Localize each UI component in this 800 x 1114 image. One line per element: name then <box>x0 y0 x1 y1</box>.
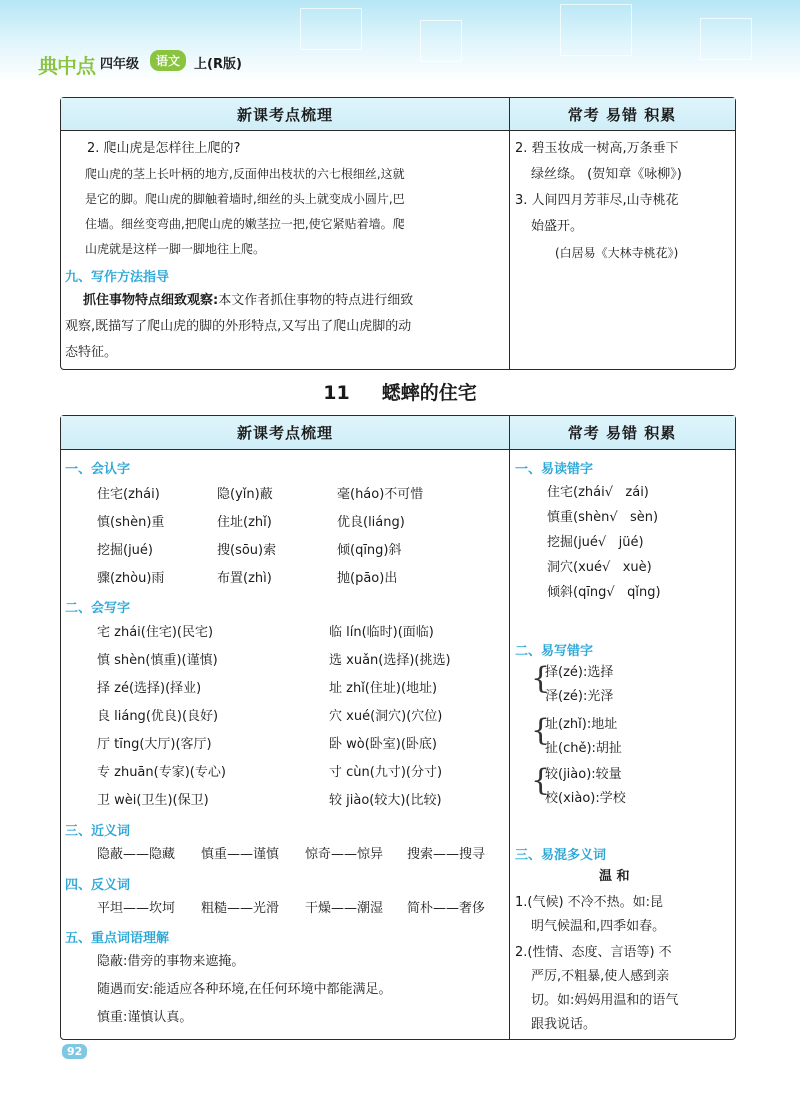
method-line: 观察,既描写了爬山虎的脚的外形特点,又写出了爬山虎脚的动 <box>65 319 412 334</box>
polysemy-line: 跟我说话。 <box>531 1017 597 1032</box>
word-meaning: 隐蔽:借旁的事物来遮掩。 <box>97 954 245 969</box>
misread-correct: 洞穴(xué√ <box>547 560 611 575</box>
miswrite-item: 扯(chě):胡扯 <box>545 741 622 756</box>
lesson-name: 蟋蟀的住宅 <box>381 382 477 404</box>
read-char: 优良(liáng) <box>337 515 405 530</box>
section-write-chars: 二、会写字 <box>65 601 131 616</box>
section-miswrite: 二、易写错字 <box>515 644 594 659</box>
miswrite-item: 择(zé):选择 <box>545 665 614 680</box>
misread-wrong: qǐng) <box>627 585 661 600</box>
misread-item <box>547 509 658 527</box>
write-char: 选 xuǎn(选择)(挑选) <box>329 653 451 668</box>
write-char: 慎 shèn(慎重)(谨慎) <box>97 653 218 668</box>
brand-logo: 典中点 <box>38 54 95 78</box>
method-keyword: 抓住事物特点细致观察: <box>83 293 219 308</box>
antonym-pair: 干燥——潮湿 <box>305 901 384 916</box>
misread-item <box>547 534 644 552</box>
antonym-pair: 简朴——奢侈 <box>407 901 486 916</box>
misread-correct: 挖掘(jué√ <box>547 535 607 550</box>
read-char: 布置(zhì) <box>217 571 272 586</box>
read-char: 骤(zhòu)雨 <box>97 571 165 586</box>
word-meaning: 慎重:谨慎认真。 <box>97 1010 193 1025</box>
misread-correct: 住宅(zhái√ <box>547 485 613 500</box>
misread-correct: 倾斜(qīng√ <box>547 585 615 600</box>
answer-line: 爬山虎的茎上长叶柄的地方,反面伸出枝状的六七根细丝,这就 <box>85 167 405 181</box>
misread-item <box>547 584 661 602</box>
box-lesson10-summary <box>60 97 736 370</box>
polysemy-line: 1.(气候) 不冷不热。如:昆 <box>515 895 664 910</box>
miswrite-item: 址(zhǐ):地址 <box>545 717 618 732</box>
brace-icon: { <box>531 763 551 798</box>
page-number: 92 <box>62 1044 87 1059</box>
answer-line: 山虎就是这样一脚一脚地往上爬。 <box>85 242 266 256</box>
header-right-title: 常考 易错 积累 <box>567 105 677 124</box>
section-read-chars: 一、会认字 <box>65 462 131 477</box>
write-char: 穴 xué(洞穴)(穴位) <box>329 709 443 724</box>
write-char: 专 zhuān(专家)(专心) <box>97 765 226 780</box>
write-char: 较 jiào(较大)(比较) <box>329 793 442 808</box>
poem-line: 2. 碧玉妆成一树高,万条垂下 <box>515 141 679 156</box>
misread-wrong: xuè) <box>622 560 652 575</box>
method-text: 本文作者抓住事物的特点进行细致 <box>218 293 414 308</box>
write-char: 寸 cùn(九寸)(分寸) <box>329 765 443 780</box>
box-header <box>61 98 735 131</box>
polysemy-line: 切。如:妈妈用温和的语气 <box>531 993 679 1008</box>
method-line <box>83 292 413 310</box>
polysemy-line: 明气候温和,四季如春。 <box>531 919 666 934</box>
write-char: 卫 wèi(卫生)(保卫) <box>97 793 209 808</box>
synonym-pair: 搜索——搜寻 <box>407 847 486 862</box>
brace-icon: { <box>531 661 551 696</box>
decor-square <box>700 18 752 60</box>
read-char: 住宅(zhái) <box>97 487 160 502</box>
header-left-title: 新课考点梳理 <box>236 424 333 442</box>
section-polysemy: 三、易混多义词 <box>515 848 607 863</box>
header-right-title: 常考 易错 积累 <box>567 424 677 442</box>
decor-square <box>560 4 632 56</box>
misread-item <box>547 559 652 577</box>
misread-wrong: zái) <box>625 485 649 500</box>
synonym-pair: 隐蔽——隐藏 <box>97 847 176 862</box>
column-divider <box>509 416 510 1039</box>
read-char: 毫(háo)不可惜 <box>337 487 424 502</box>
decor-square <box>300 8 362 50</box>
section-writing-method: 九、写作方法指导 <box>65 270 170 285</box>
poem-line: 始盛开。 <box>531 219 584 234</box>
read-char: 隐(yǐn)蔽 <box>217 487 273 502</box>
polysemy-line: 严厉,不粗暴,使人感到亲 <box>531 969 670 984</box>
section-synonyms: 三、近义词 <box>65 824 131 839</box>
grade-label: 四年级 <box>100 57 140 72</box>
write-char: 临 lín(临时)(面临) <box>329 625 434 640</box>
answer-line: 是它的脚。爬山虎的脚触着墙时,细丝的头上就变成小圆片,巴 <box>85 192 405 206</box>
polysemy-line: 2.(性情、态度、言语等) 不 <box>515 945 672 960</box>
word-meaning: 随遇而安:能适应各种环境,在任何环境中都能满足。 <box>97 982 392 997</box>
write-char: 良 liáng(优良)(良好) <box>97 709 219 724</box>
subject-badge: 语文 <box>150 50 186 71</box>
section-antonyms: 四、反义词 <box>65 878 131 893</box>
write-char: 择 zé(选择)(择业) <box>97 681 202 696</box>
read-char: 搜(sōu)索 <box>217 543 277 558</box>
version-label: 上(R版) <box>194 57 242 72</box>
misread-item <box>547 484 649 502</box>
misread-wrong: jüé) <box>618 535 644 550</box>
synonym-pair: 慎重——谨慎 <box>201 847 280 862</box>
method-line: 态特征。 <box>65 345 118 360</box>
poem-line: 绿丝绦。 (贺知章《咏柳》) <box>531 167 682 182</box>
section-key-words: 五、重点词语理解 <box>65 931 170 946</box>
polysemy-word: 温 和 <box>599 869 630 884</box>
section-misread: 一、易读错字 <box>515 462 594 477</box>
write-char: 卧 wò(卧室)(卧底) <box>329 737 438 752</box>
header-left-title: 新课考点梳理 <box>236 105 333 124</box>
misread-correct: 慎重(shèn√ <box>547 510 618 525</box>
question-2: 2. 爬山虎是怎样往上爬的? <box>87 141 241 156</box>
miswrite-item: 泽(zé):光泽 <box>545 689 614 704</box>
brace-icon: { <box>531 713 551 748</box>
read-char: 倾(qīng)斜 <box>337 543 402 558</box>
lesson-title <box>0 378 800 405</box>
read-char: 慎(shèn)重 <box>97 515 165 530</box>
antonym-pair: 粗糙——光滑 <box>201 901 280 916</box>
box-lesson11-summary <box>60 415 736 1040</box>
write-char: 址 zhǐ(住址)(地址) <box>329 681 438 696</box>
miswrite-item: 较(jiào):较量 <box>545 767 622 782</box>
synonym-pair: 惊奇——惊异 <box>305 847 384 862</box>
answer-line: 住墙。细丝变弯曲,把爬山虎的嫩茎拉一把,使它紧贴着墙。爬 <box>85 217 405 231</box>
poem-source: (白居易《大林寺桃花》) <box>555 246 679 260</box>
misread-wrong: sèn) <box>630 510 659 525</box>
lesson-number: 11 <box>323 382 350 404</box>
antonym-pair: 平坦——坎坷 <box>97 901 176 916</box>
decor-square <box>420 20 462 62</box>
box-header <box>61 416 735 450</box>
column-divider <box>509 98 510 369</box>
miswrite-item: 校(xiào):学校 <box>545 791 626 806</box>
poem-line: 3. 人间四月芳菲尽,山寺桃花 <box>515 193 679 208</box>
read-char: 抛(pāo)出 <box>337 571 398 586</box>
write-char: 厅 tīng(大厅)(客厅) <box>97 737 212 752</box>
write-char: 宅 zhái(住宅)(民宅) <box>97 625 214 640</box>
read-char: 挖掘(jué) <box>97 543 153 558</box>
read-char: 住址(zhǐ) <box>217 515 272 530</box>
